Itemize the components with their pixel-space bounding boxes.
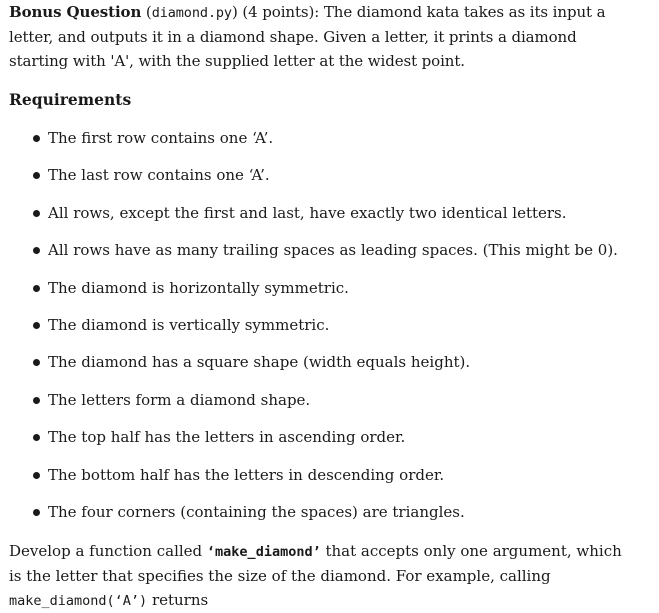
bullet-icon bbox=[33, 285, 40, 292]
requirement-text: The top half has the letters in ascending order. bbox=[48, 428, 406, 447]
requirement-item bbox=[0, 238, 618, 275]
bullet-icon bbox=[33, 247, 40, 254]
requirement-text: The letters form a diamond shape. bbox=[48, 390, 311, 409]
requirement-text: All rows, except the first and last, have exactly two identical letters. bbox=[48, 203, 567, 222]
outro-text-3: returns bbox=[147, 591, 209, 609]
bullet-icon bbox=[33, 472, 40, 479]
requirements-heading: Requirements bbox=[9, 90, 132, 109]
outro-text-1: Develop a function called bbox=[9, 542, 207, 560]
requirement-item bbox=[0, 463, 618, 500]
requirement-text: The last row contains one ‘A’. bbox=[48, 166, 270, 185]
bullet-icon bbox=[33, 322, 40, 329]
requirement-item bbox=[0, 313, 618, 350]
requirement-text: All rows have as many trailing spaces as leading spaces. (This might be 0). bbox=[48, 241, 618, 260]
requirement-item bbox=[0, 388, 618, 425]
requirement-item bbox=[0, 163, 618, 200]
requirement-text: The diamond has a square shape (width equals height). bbox=[48, 353, 471, 372]
bullet-icon bbox=[33, 135, 40, 142]
requirement-text: The first row contains one ‘A’. bbox=[48, 129, 274, 147]
filename-close-paren: ) bbox=[231, 3, 238, 21]
bullet-icon bbox=[33, 397, 40, 404]
requirement-item bbox=[0, 350, 618, 387]
filename-open-paren: ( bbox=[141, 3, 152, 21]
bullet-icon bbox=[33, 509, 40, 516]
requirement-item bbox=[0, 126, 618, 163]
requirement-text: The diamond is horizontally symmetric. bbox=[48, 278, 349, 297]
example-call-code: make_diamond(‘A’) bbox=[9, 593, 148, 609]
bullet-icon bbox=[33, 359, 40, 366]
requirement-text: The diamond is vertically symmetric. bbox=[48, 315, 330, 334]
bullet-icon bbox=[33, 172, 40, 179]
bullet-icon bbox=[33, 210, 40, 217]
outro-text-2: that accepts only one argument, which is the letter that specifies the size of the diamond. For example, calling bbox=[9, 542, 622, 585]
points-label: (4 points): bbox=[237, 3, 320, 21]
filename-code: diamond.py bbox=[151, 5, 232, 21]
requirement-item bbox=[0, 201, 618, 238]
bullet-icon bbox=[33, 434, 40, 441]
intro-description: The diamond kata takes as its input a letter, and outputs it in a diamond shape. Given a letter, it prints a diamond starting with 'A', with the supplied letter at the widest point. bbox=[9, 3, 606, 70]
requirement-item bbox=[0, 425, 618, 462]
requirement-item bbox=[0, 500, 618, 537]
requirement-text: The bottom half has the letters in descending order. bbox=[48, 465, 445, 484]
requirement-text: The four corners (containing the spaces) are triangles. bbox=[48, 502, 465, 521]
requirements-list bbox=[0, 126, 618, 537]
function-name-code: ‘make_diamond’ bbox=[206, 544, 321, 560]
intro-paragraph bbox=[9, 0, 639, 73]
requirement-item bbox=[0, 276, 618, 313]
bonus-question-title: Bonus Question bbox=[9, 3, 142, 21]
